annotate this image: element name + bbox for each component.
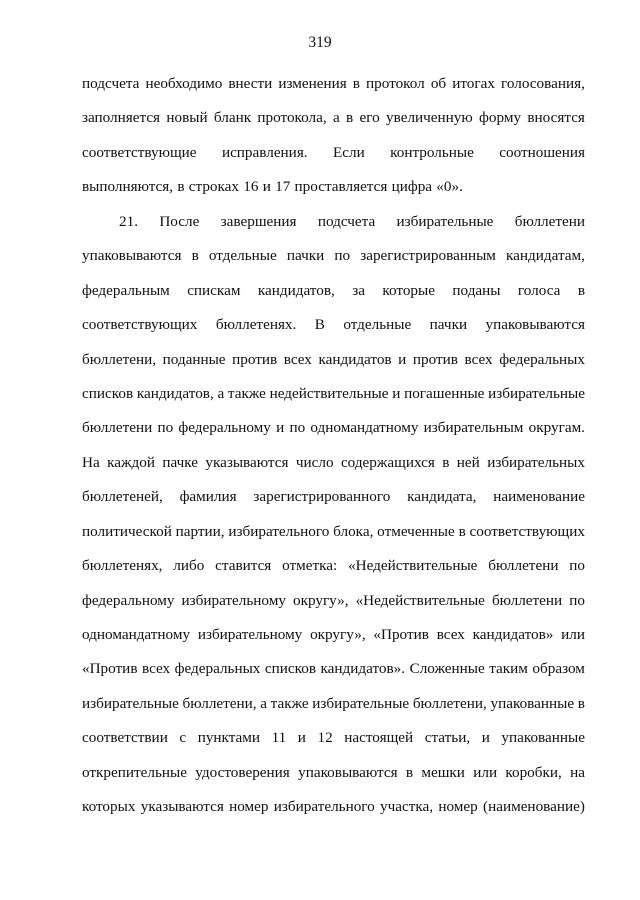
word: соответствии: [82, 729, 168, 747]
word: открепительные: [82, 763, 187, 781]
word: по: [157, 419, 174, 437]
word: наименование: [493, 488, 585, 506]
word: на: [570, 763, 585, 781]
word: всех: [283, 350, 312, 368]
word: бюллетени: [488, 557, 559, 575]
word: за: [352, 281, 365, 299]
word: кандидатов: [318, 350, 392, 368]
word: настоящей: [344, 729, 414, 747]
word: и: [297, 729, 306, 747]
word: 17: [275, 178, 291, 196]
word: «Против: [82, 660, 138, 678]
word: упаковываются: [485, 316, 585, 334]
word: 12: [317, 729, 333, 747]
word: бюллетени,: [82, 350, 157, 368]
word: а: [260, 694, 267, 712]
word: новый: [166, 109, 208, 127]
word: и: [262, 178, 271, 196]
word: контрольные: [390, 143, 474, 161]
word: по: [289, 419, 306, 437]
word: округам.: [528, 419, 585, 437]
word: и: [392, 384, 401, 402]
word: спискам: [187, 281, 241, 299]
text-line: [82, 590, 585, 624]
text-line: [82, 142, 585, 176]
word: 16: [243, 178, 259, 196]
word: коробки,: [505, 763, 562, 781]
word: каждой: [107, 453, 155, 471]
word: избирательные: [312, 694, 410, 712]
word: всех: [464, 350, 493, 368]
word: в: [577, 281, 585, 299]
word: в: [191, 247, 199, 265]
word: изменения: [278, 75, 347, 92]
word: против: [232, 350, 278, 368]
word: цифра: [391, 178, 433, 196]
word: и: [398, 350, 407, 368]
word: всех: [436, 626, 465, 643]
word: «0».: [436, 178, 463, 196]
word: в: [577, 694, 585, 712]
word: участка,: [380, 798, 434, 816]
text-line: [82, 314, 585, 348]
word: внести: [228, 75, 273, 92]
word: и: [276, 419, 285, 437]
word: против: [412, 350, 458, 368]
word: голоса: [517, 281, 561, 299]
word: избирательным: [423, 419, 524, 437]
word: бюллетени,: [412, 694, 487, 712]
word: вносятся: [527, 109, 585, 127]
text-line: [82, 658, 585, 692]
word: образом: [532, 660, 585, 678]
word: соотношения: [499, 143, 585, 161]
word: мешки: [421, 763, 465, 781]
word: бюллетени,: [182, 694, 257, 712]
word: кандидатам,: [506, 247, 585, 265]
word: списков: [264, 660, 317, 678]
word: одномандатному: [310, 419, 419, 437]
word: кандидата,: [407, 488, 477, 506]
word: зарегистрированным: [360, 247, 496, 265]
word: отдельные: [343, 316, 412, 334]
word: форму: [479, 109, 522, 127]
word: бюллетени: [491, 591, 563, 609]
word: пунктами: [197, 729, 261, 747]
word: бюллетенях,: [82, 557, 163, 575]
word: таким: [489, 660, 528, 678]
word: или: [473, 763, 498, 781]
word: политической: [82, 522, 172, 540]
text-line: [82, 349, 585, 383]
word: избирательных: [487, 453, 585, 471]
word: бюллетеней,: [82, 488, 163, 506]
text-line: [82, 693, 585, 727]
word: отмеченные: [377, 522, 455, 540]
word: округу»,: [310, 626, 366, 643]
word: его: [359, 109, 380, 127]
word: заполняется: [82, 109, 161, 127]
word: федеральных: [174, 660, 261, 678]
body-text: [82, 73, 585, 831]
word: погашенные: [404, 384, 485, 402]
word: номер: [438, 798, 478, 816]
word: также: [227, 384, 266, 402]
word: блока,: [333, 522, 374, 540]
word: поданные: [162, 350, 226, 368]
word: подсчета: [317, 212, 376, 230]
text-line: [82, 486, 585, 520]
word: в: [352, 75, 360, 92]
word: упаковываются: [82, 247, 182, 265]
word: в: [458, 522, 466, 540]
text-line: [82, 555, 585, 589]
word: с: [179, 729, 187, 747]
word: соответствующие: [82, 143, 197, 161]
page-number: 319: [308, 34, 332, 51]
word: или: [561, 626, 585, 643]
word: федеральным: [82, 281, 170, 299]
word: партии,: [175, 522, 225, 540]
word: федеральному: [82, 591, 175, 609]
word: проставляется: [294, 178, 388, 196]
word: а: [217, 384, 225, 402]
word: списков: [82, 384, 134, 402]
word: номер: [229, 798, 269, 816]
word: «Недействительные: [348, 557, 478, 575]
word: избирательные: [488, 384, 585, 402]
word: избирательному: [181, 591, 286, 609]
word: одномандатному: [82, 626, 191, 643]
text-line: [82, 624, 585, 658]
word: протокола,: [257, 109, 327, 127]
text-line: [82, 521, 585, 555]
word: пачке: [162, 453, 198, 471]
word: соответствующих: [469, 522, 585, 540]
word: в: [346, 109, 354, 127]
text-line: [82, 796, 585, 830]
word: бюллетени: [514, 212, 585, 230]
word: удостоверения: [195, 763, 290, 781]
word: «Против: [373, 626, 429, 643]
word: отметка:: [282, 557, 338, 575]
text-line: [82, 383, 585, 417]
word: статьи,: [424, 729, 471, 747]
word: кандидатов».: [320, 660, 406, 678]
word: которых: [82, 798, 136, 816]
word: выполняются,: [82, 178, 174, 196]
word: упакованные: [490, 694, 575, 712]
text-line: [82, 280, 585, 314]
word: подсчета: [82, 75, 140, 92]
word: содержащихся: [340, 453, 435, 471]
text-line: [82, 176, 585, 210]
word: федеральных: [499, 350, 585, 368]
word: ней: [456, 453, 480, 471]
word: всех: [142, 660, 171, 678]
word: В: [314, 316, 325, 334]
word: либо: [173, 557, 205, 575]
word: строках: [188, 178, 240, 196]
word: завершения: [220, 212, 297, 230]
word: и: [481, 729, 490, 747]
text-line: [82, 417, 585, 451]
word: ставится: [215, 557, 272, 575]
word: бюллетенях.: [215, 316, 297, 334]
word: упаковываются: [298, 763, 398, 781]
word: в: [405, 763, 414, 781]
word: поданы: [452, 281, 501, 299]
word: которые: [382, 281, 435, 299]
word: а: [332, 109, 340, 127]
word: отдельные: [208, 247, 277, 265]
text-line: [82, 727, 585, 761]
word: в: [177, 178, 185, 196]
text-line: [82, 107, 585, 141]
word: итогах: [452, 75, 495, 92]
word: в: [442, 453, 450, 471]
word: соответствующих: [82, 316, 198, 334]
word: пачки: [429, 316, 468, 334]
text-line: [82, 762, 585, 796]
word: «Недействительные: [355, 591, 485, 609]
word: кандидатов»: [472, 626, 554, 643]
word: округу»,: [292, 591, 349, 609]
word: 11: [271, 729, 287, 747]
word: по: [334, 247, 351, 265]
word: (наименование): [483, 798, 585, 816]
word: избирательного: [273, 798, 375, 816]
word: Сложенные: [409, 660, 485, 678]
word: также: [270, 694, 309, 712]
word: избирательному: [197, 626, 303, 643]
word: фамилия: [179, 488, 237, 506]
word: исправления.: [221, 143, 308, 161]
word: бюллетени: [82, 419, 153, 437]
word: пачки: [286, 247, 325, 265]
word: федеральному: [178, 419, 271, 437]
text-line: [82, 211, 585, 245]
word: указываются: [205, 453, 289, 471]
word: указываются: [140, 798, 224, 816]
word: Если: [333, 143, 365, 161]
text-line: [82, 452, 585, 486]
word: кандидатов,: [136, 384, 214, 402]
word: необходимо: [145, 75, 223, 92]
word: увеличенную: [386, 109, 473, 127]
word: по: [569, 591, 585, 609]
word: об: [430, 75, 447, 92]
word: упакованные: [501, 729, 585, 747]
word: После: [159, 212, 200, 230]
word: протокол: [366, 75, 425, 92]
word: избирательные: [82, 694, 179, 712]
word: по: [569, 557, 585, 575]
text-line: [82, 245, 585, 279]
word: 21.: [119, 212, 138, 230]
text-line: [82, 73, 585, 107]
word: голосования,: [501, 75, 585, 92]
word: кандидатов,: [257, 281, 335, 299]
word: избирательного: [228, 522, 330, 540]
word: избирательные: [396, 212, 494, 230]
word: число: [295, 453, 334, 471]
word: зарегистрированного: [253, 488, 391, 506]
word: бланк: [213, 109, 252, 127]
word: недействительные: [269, 384, 389, 402]
word: На: [82, 453, 100, 471]
